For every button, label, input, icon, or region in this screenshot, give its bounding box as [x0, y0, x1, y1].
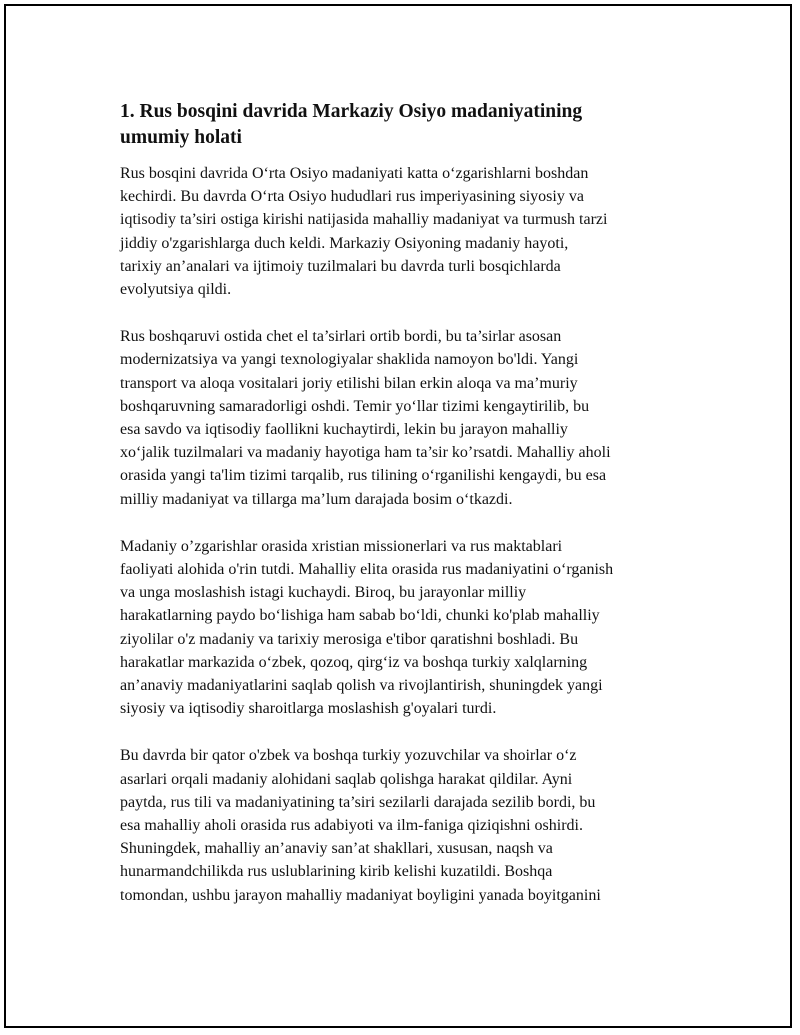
document-body	[120, 99, 700, 931]
text-line: Bu davrda bir qator o'zbek va boshqa turkiy yozuvchilar va shoirlar o‘z	[120, 747, 577, 765]
text-line: milliy madaniyat va tillarga ma’lum darajada bosim o‘tkazdi.	[120, 490, 513, 508]
heading-line: umumiy holati	[120, 127, 242, 148]
text-line: an’anaviy madaniyatlarini saqlab qolish va rivojlantirish, shuningdek yangi	[120, 677, 603, 695]
text-line: paytda, rus tili va madaniyatining ta’siri sezilarli darajada sezilib bordi, bu	[120, 793, 596, 811]
text-line: Rus boshqaruvi ostida chet el ta’sirlari ortib bordi, bu ta’sirlar asosan	[120, 328, 562, 346]
text-line: hunarmandchilikda rus uslublarining kirib kelishi kuzatildi. Boshqa	[120, 863, 553, 881]
paragraph-3	[120, 535, 700, 721]
text-line: orasida yangi ta'lim tizimi tarqalib, rus tilining o‘rganilishi kengaydi, bu esa	[120, 467, 607, 485]
text-line: va unga moslashish istagi kuchaydi. Biroq, bu jarayonlar milliy	[120, 584, 527, 602]
page-frame	[4, 4, 792, 1028]
text-line: siyosiy va iqtisodiy sharoitlarga moslashish g'oyalari turdi.	[120, 700, 497, 718]
text-line: transport va aloqa vositalari joriy etilishi bilan erkin aloqa va ma’muriy	[120, 374, 578, 392]
text-line: kechirdi. Bu davrda O‘rta Osiyo hududlari rus imperiyasining siyosiy va	[120, 188, 584, 206]
paragraph-4	[120, 744, 700, 906]
text-line: evolyutsiya qildi.	[120, 281, 232, 299]
heading-line: 1. Rus bosqini davrida Markaziy Osiyo madaniyatining	[120, 101, 583, 122]
text-line: tarixiy an’analari va ijtimoiy tuzilmalari bu davrda turli bosqichlarda	[120, 257, 561, 275]
paragraph-1	[120, 162, 700, 301]
text-line: Shuningdek, mahalliy an’anaviy san’at shakllari, xususan, naqsh va	[120, 840, 553, 858]
text-line: modernizatsiya va yangi texnologiyalar shaklida namoyon bo'ldi. Yangi	[120, 351, 579, 369]
text-line: faoliyati alohida o'rin tutdi. Mahalliy elita orasida rus madaniyatini o‘rganish	[120, 561, 614, 579]
text-line: harakatlarning paydo bo‘lishiga ham sabab bo‘ldi, chunki ko'plab mahalliy	[120, 607, 600, 625]
paragraph-2	[120, 325, 700, 511]
text-line: jiddiy o'zgarishlarga duch keldi. Markaziy Osiyoning madaniy hayoti,	[120, 234, 569, 252]
text-line: iqtisodiy ta’siri ostiga kirishi natijasida mahalliy madaniyat va turmush tarzi	[120, 211, 608, 229]
text-line: Madaniy o’zgarishlar orasida xristian missionerlari va rus maktablari	[120, 537, 563, 555]
text-line: asarlari orqali madaniy alohidani saqlab qolishga harakat qildilar. Ayni	[120, 770, 573, 788]
text-line: Rus bosqini davrida O‘rta Osiyo madaniyati katta o‘zgarishlarni boshdan	[120, 165, 589, 182]
text-line: xo‘jalik tuzilmalari va madaniy hayotiga ham ta’sir ko’rsatdi. Mahalliy aholi	[120, 444, 611, 462]
text-line: ziyolilar o'z madaniy va tarixiy merosiga e'tibor qaratishni boshladi. Bu	[120, 630, 579, 648]
text-line: esa savdo va iqtisodiy faollikni kuchaytirdi, lekin bu jarayon mahalliy	[120, 421, 568, 439]
text-line: esa mahalliy aholi orasida rus adabiyoti va ilm-faniga qiziqishni oshirdi.	[120, 817, 583, 835]
text-line: harakatlar markazida o‘zbek, qozoq, qirg‘iz va boshqa turkiy xalqlarning	[120, 653, 588, 671]
section-heading	[120, 99, 700, 151]
text-line: tomondan, ushbu jarayon mahalliy madaniyat boyligini yanada boyitganini	[120, 886, 601, 904]
text-line: boshqaruvning samaradorligi oshdi. Temir yo‘llar tizimi kengaytirilib, bu	[120, 397, 590, 415]
